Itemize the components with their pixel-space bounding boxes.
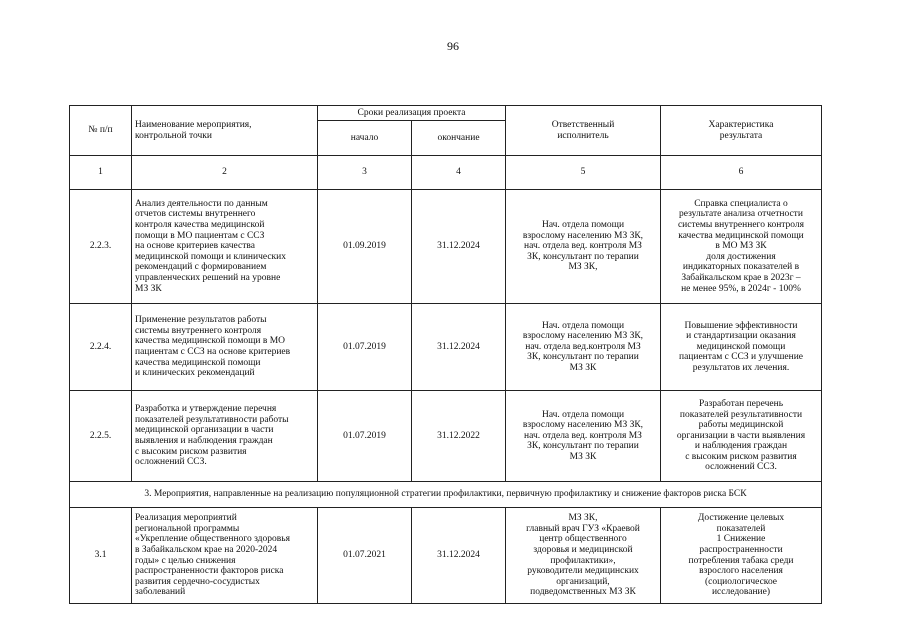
row-result: Повышение эффективности и стандартизации оказания медицинской помощи пациентам с ССЗ и улучшение результатов их лечения. bbox=[661, 304, 822, 391]
row-num: 2.2.5. bbox=[70, 391, 132, 482]
header-responsible: Ответственный исполнитель bbox=[506, 106, 661, 156]
page-number: 96 bbox=[447, 39, 459, 53]
row-num: 2.2.3. bbox=[70, 190, 132, 304]
activity-plan-table bbox=[69, 105, 822, 604]
table-row bbox=[70, 508, 822, 604]
row-result: Справка специалиста о результате анализа отчетности системы внутреннего контроля качества медицинской помощи в МО МЗ ЗК доля достижения индикаторных показателей в Забайкальском крае в 2023г – не менее 95%, в 2024г - 100% bbox=[661, 190, 822, 304]
header-end: окончание bbox=[412, 121, 506, 156]
row-num: 3.1 bbox=[70, 508, 132, 604]
section-row bbox=[70, 482, 822, 508]
header-start: начало bbox=[318, 121, 412, 156]
row-result: Разработан перечень показателей результативности работы медицинской организации в части выявления и наблюдения граждан с высоким риском развития осложнений ССЗ. bbox=[661, 391, 822, 482]
row-start: 01.07.2019 bbox=[318, 391, 412, 482]
row-name: Применение результатов работы системы внутреннего контроля качества медицинской помощи в МО пациентам с ССЗ на основе критериев качества медицинской помощи и клинических рекомендаций bbox=[132, 304, 318, 391]
column-numbers-row bbox=[70, 156, 822, 190]
header-row-top bbox=[70, 106, 822, 121]
row-end: 31.12.2024 bbox=[412, 508, 506, 604]
column-number: 1 bbox=[70, 156, 132, 190]
row-responsible: МЗ ЗК, главный врач ГУЗ «Краевой центр общественного здоровья и медицинской профилактики», руководители медицинских организаций, подведомственных МЗ ЗК bbox=[506, 508, 661, 604]
row-start: 01.09.2019 bbox=[318, 190, 412, 304]
row-responsible: Нач. отдела помощи взрослому населению МЗ ЗК, нач. отдела вед.контроля МЗ ЗК, консультант по терапии МЗ ЗК bbox=[506, 304, 661, 391]
header-result: Характеристика результата bbox=[661, 106, 822, 156]
table-row bbox=[70, 391, 822, 482]
column-number: 4 bbox=[412, 156, 506, 190]
row-num: 2.2.4. bbox=[70, 304, 132, 391]
header-num: № п/п bbox=[70, 106, 132, 156]
row-name: Разработка и утверждение перечня показателей результативности работы медицинской организации в части выявления и наблюдения граждан с высоким риском развития осложнений ССЗ. bbox=[132, 391, 318, 482]
row-name: Реализация мероприятий региональной программы «Укрепление общественного здоровья в Забайкальском крае на 2020-2024 годы» с целью снижения распространенности факторов риска развития сердечно-сосудистых заболеваний bbox=[132, 508, 318, 604]
row-result: Достижение целевых показателей 1 Снижение распространенности потребления табака среди взрослого населения (социологическое исследование) bbox=[661, 508, 822, 604]
row-name: Анализ деятельности по данным отчетов системы внутреннего контроля качества медицинской помощи в МО пациентам с ССЗ на основе критериев качества медицинской помощи и клинических рекомендаций с формированием управленческих решений на уровне МЗ ЗК bbox=[132, 190, 318, 304]
table-row bbox=[70, 190, 822, 304]
column-number: 5 bbox=[506, 156, 661, 190]
row-end: 31.12.2024 bbox=[412, 190, 506, 304]
header-name: Наименование мероприятия, контрольной точки bbox=[132, 106, 318, 156]
row-end: 31.12.2024 bbox=[412, 304, 506, 391]
row-end: 31.12.2022 bbox=[412, 391, 506, 482]
row-responsible: Нач. отдела помощи взрослому населению МЗ ЗК, нач. отдела вед. контроля МЗ ЗК, консультант по терапии МЗ ЗК bbox=[506, 391, 661, 482]
row-start: 01.07.2019 bbox=[318, 304, 412, 391]
column-number: 6 bbox=[661, 156, 822, 190]
column-number: 2 bbox=[132, 156, 318, 190]
row-start: 01.07.2021 bbox=[318, 508, 412, 604]
section-title: 3. Мероприятия, направленные на реализацию популяционной стратегии профилактики, первичную профилактику и снижение факторов риска БСК bbox=[70, 482, 822, 508]
column-number: 3 bbox=[318, 156, 412, 190]
row-responsible: Нач. отдела помощи взрослому населению МЗ ЗК, нач. отдела вед. контроля МЗ ЗК, консультант по терапии МЗ ЗК, bbox=[506, 190, 661, 304]
table-row bbox=[70, 304, 822, 391]
header-timing: Сроки реализация проекта bbox=[318, 106, 506, 121]
